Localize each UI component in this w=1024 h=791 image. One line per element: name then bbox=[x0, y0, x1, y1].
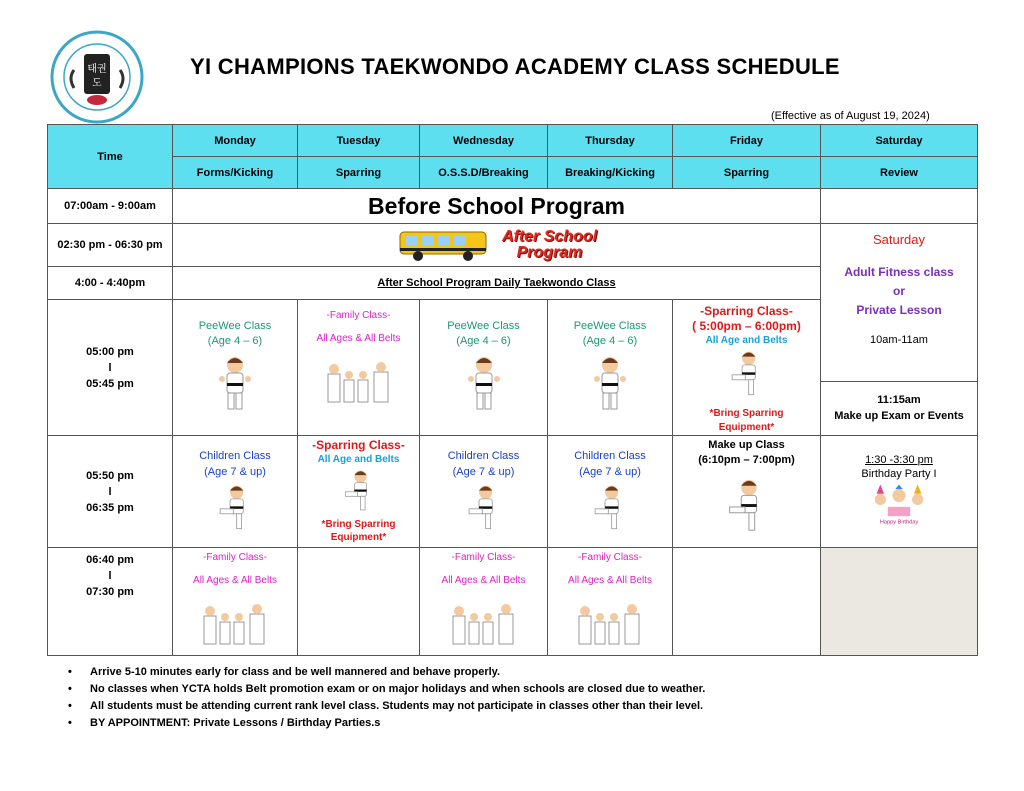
time-slot-640pm bbox=[48, 548, 173, 656]
note-item: • Arrive 5-10 minutes early for class and be well mannered and behave properly. bbox=[68, 664, 705, 681]
note-item: • No classes when YCTA holds Belt promotion exam or on major holidays and when schools are closed due to weather. bbox=[68, 681, 705, 698]
private-lesson-label: Private Lesson bbox=[856, 303, 942, 317]
taekwondo-kick-icon bbox=[588, 484, 632, 532]
thursday-children-class bbox=[548, 436, 673, 548]
after-school-label-2: Program bbox=[516, 244, 583, 261]
party-label: Birthday Party I bbox=[861, 468, 937, 480]
wednesday-peewee-class bbox=[420, 300, 548, 436]
after-school-daily-class: After School Program Daily Taekwondo Class bbox=[173, 267, 821, 300]
taekwondo-kick-icon bbox=[339, 469, 379, 513]
effective-date: (Effective as of August 19, 2024) bbox=[771, 110, 930, 122]
saturday-closed-cell bbox=[821, 548, 978, 656]
time-slot-550pm bbox=[48, 436, 173, 548]
time-slot-daily: 4:00 - 4:40pm bbox=[48, 267, 173, 300]
class-time: ( 5:00pm – 6:00pm) bbox=[692, 319, 801, 333]
saturday-label: Saturday bbox=[872, 232, 926, 247]
day-friday: Friday bbox=[673, 125, 821, 157]
class-name: PeeWee Class bbox=[198, 320, 272, 332]
time-start: 06:40 pm bbox=[86, 554, 134, 566]
wednesday-children-class bbox=[420, 436, 548, 548]
tuesday-empty-cell bbox=[298, 548, 420, 656]
happy-birthday-text: Happy Birthday bbox=[879, 519, 919, 526]
time-start: 05:00 pm bbox=[86, 345, 134, 358]
focus-monday: Forms/Kicking bbox=[173, 157, 298, 189]
day-tuesday: Tuesday bbox=[298, 125, 420, 157]
time-header: Time bbox=[48, 125, 173, 189]
time-slot-afternoon: 02:30 pm - 06:30 pm bbox=[48, 224, 173, 267]
class-name: Children Class bbox=[447, 450, 520, 462]
focus-tuesday: Sparring bbox=[298, 157, 420, 189]
class-name: Make up Class bbox=[708, 439, 785, 451]
adult-fitness-label: Adult Fitness class bbox=[844, 265, 954, 279]
time-slot-5pm bbox=[48, 300, 173, 436]
day-wednesday: Wednesday bbox=[420, 125, 548, 157]
wednesday-family-class bbox=[420, 548, 548, 656]
time-separator: l bbox=[108, 485, 112, 498]
class-age: (Age 4 – 6) bbox=[456, 335, 511, 347]
class-name: -Family Class- bbox=[203, 552, 267, 563]
taekwondo-family-icon bbox=[449, 604, 519, 648]
taekwondo-family-icon bbox=[324, 362, 394, 406]
day-thursday: Thursday bbox=[548, 125, 673, 157]
class-age: (Age 7 & up) bbox=[452, 466, 515, 478]
focus-thursday: Breaking/Kicking bbox=[548, 157, 673, 189]
friday-sparring-class bbox=[673, 300, 821, 436]
class-ages: All Ages & All Belts bbox=[193, 575, 277, 586]
taekwondo-kick-icon bbox=[213, 484, 257, 532]
after-school-banner bbox=[173, 224, 821, 267]
thursday-peewee-class bbox=[548, 300, 673, 436]
class-name: PeeWee Class bbox=[447, 320, 520, 332]
page-title: YI CHAMPIONS TAEKWONDO ACADEMY CLASS SCHEDULE bbox=[190, 54, 840, 79]
bring-equipment-2: Equipment* bbox=[330, 532, 387, 543]
bring-equipment-2: Equipment* bbox=[718, 422, 775, 433]
thursday-family-class bbox=[548, 548, 673, 656]
focus-saturday: Review bbox=[821, 157, 978, 189]
taekwondo-kick-icon bbox=[727, 350, 767, 398]
class-name: -Family Class- bbox=[326, 310, 391, 321]
before-school-program: Before School Program bbox=[173, 189, 821, 224]
day-saturday: Saturday bbox=[821, 125, 978, 157]
svg-text:도: 도 bbox=[92, 78, 102, 89]
class-ages: All Ages & All Belts bbox=[316, 333, 401, 344]
saturday-birthday-cell bbox=[821, 436, 978, 548]
class-age: (Age 4 – 6) bbox=[582, 335, 638, 347]
class-ages: All Age and Belts bbox=[705, 335, 788, 346]
class-age: (Age 7 & up) bbox=[204, 466, 266, 478]
class-name: Children Class bbox=[574, 450, 646, 462]
taekwondo-kid-icon bbox=[213, 355, 257, 413]
tuesday-family-class bbox=[298, 300, 420, 436]
friday-empty-cell bbox=[673, 548, 821, 656]
class-name: -Family Class- bbox=[451, 552, 516, 563]
class-name: PeeWee Class bbox=[573, 320, 647, 332]
class-age: (Age 7 & up) bbox=[579, 466, 641, 478]
class-schedule-table bbox=[47, 124, 978, 656]
time-slot-morning: 07:00am - 9:00am bbox=[48, 189, 173, 224]
day-monday: Monday bbox=[173, 125, 298, 157]
bring-equipment-1: *Bring Sparring bbox=[709, 408, 784, 419]
taekwondo-kid-icon bbox=[588, 355, 632, 413]
monday-peewee-class bbox=[173, 300, 298, 436]
monday-children-class bbox=[173, 436, 298, 548]
after-school-label-1: After School bbox=[501, 228, 598, 245]
time-end: 07:30 pm bbox=[86, 586, 134, 598]
tuesday-sparring-class bbox=[298, 436, 420, 548]
bring-equipment-1: *Bring Sparring bbox=[321, 519, 396, 530]
saturday-empty-cell bbox=[821, 189, 978, 224]
note-item: • All students must be attending current rank level class. Students may not participate in classes other than their level. bbox=[68, 698, 705, 715]
time-separator: l bbox=[108, 361, 112, 374]
time-end: 05:45 pm bbox=[86, 377, 134, 390]
class-name: -Family Class- bbox=[578, 552, 642, 563]
class-ages: All Ages & All Belts bbox=[441, 575, 526, 586]
saturday-adult-time: 10am-11am bbox=[870, 334, 928, 346]
friday-makeup-class bbox=[673, 436, 821, 548]
adult-or-label: or bbox=[893, 284, 905, 298]
party-time: 1:30 -3:30 pm bbox=[865, 454, 933, 466]
class-time: (6:10pm – 7:00pm) bbox=[698, 454, 795, 466]
taekwondo-family-icon bbox=[200, 604, 270, 648]
saturday-makeup-cell bbox=[821, 381, 978, 435]
class-ages: All Age and Belts bbox=[317, 454, 400, 465]
svg-text:태권: 태권 bbox=[87, 64, 107, 75]
time-separator: l bbox=[108, 570, 112, 582]
academy-logo bbox=[50, 30, 144, 124]
class-name: -Sparring Class- bbox=[700, 304, 793, 318]
taekwondo-family-icon bbox=[575, 604, 645, 648]
schedule-notes bbox=[68, 664, 705, 732]
birthday-party-icon bbox=[871, 484, 927, 526]
time-start: 05:50 pm bbox=[86, 469, 134, 482]
focus-wednesday: O.S.S.D/Breaking bbox=[420, 157, 548, 189]
saturday-adult-cell bbox=[821, 224, 978, 382]
class-age: (Age 4 – 6) bbox=[207, 335, 263, 347]
class-name: Children Class bbox=[199, 450, 271, 462]
class-ages: All Ages & All Belts bbox=[568, 575, 652, 586]
taekwondo-kick-icon bbox=[462, 484, 506, 532]
makeup-label: Make up Exam or Events bbox=[834, 410, 964, 423]
taekwondo-kid-icon bbox=[462, 355, 506, 413]
makeup-time: 11:15am bbox=[877, 394, 921, 407]
time-end: 06:35 pm bbox=[86, 501, 134, 514]
taekwondo-kick-icon bbox=[725, 478, 769, 534]
monday-family-class bbox=[173, 548, 298, 656]
school-bus-icon bbox=[396, 226, 496, 264]
class-name: -Sparring Class- bbox=[312, 438, 405, 452]
focus-friday: Sparring bbox=[673, 157, 821, 189]
note-item: • BY APPOINTMENT: Private Lessons / Birthday Parties.s bbox=[68, 715, 705, 732]
